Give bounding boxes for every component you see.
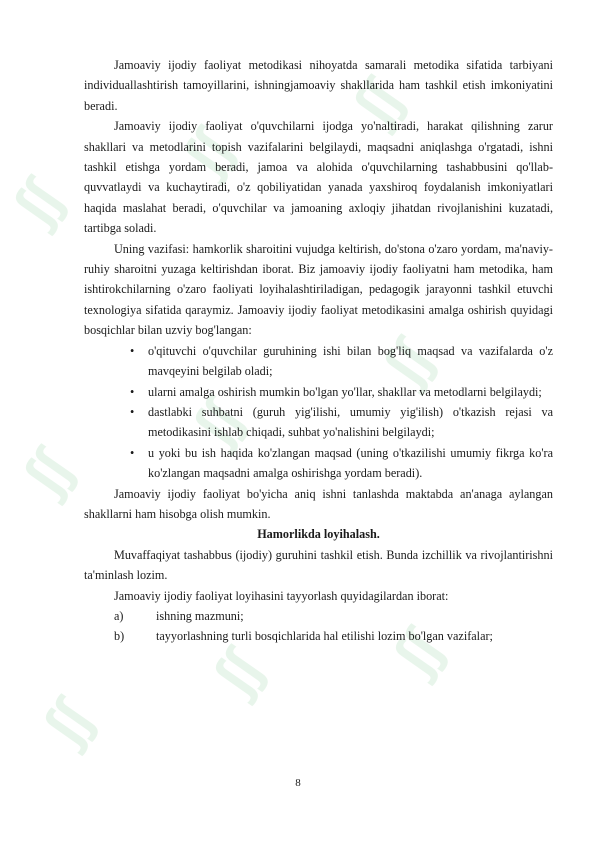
paragraph-4: Jamoaviy ijodiy faoliyat bo'yicha aniq ishni tanlashda maktabda an'anaga aylangan shakllarni ham hisobga olish mumkin. [84,486,553,521]
list-item [84,341,553,382]
watermark-logo: ʃʃ [30,690,104,757]
list-item-text: u yoki bu ish haqida ko'zlangan maqsad (uning o'tkazilishi umumiy fikrga ko'ra ko'zlangan maqsadni amalga oshirishga yordam beradi). [148,445,553,481]
page-number: 8 [295,777,301,789]
list-item [84,382,553,402]
list-item-text: o'qituvchi o'quvchilar guruhining ishi bilan bog'liq maqsad va vazifalarda o'z mavqeyini belgilab oladi; [148,343,553,379]
list-item-text: ularni amalga oshirish mumkin bo'lgan yo'llar, shakllar va metodlarni belgilaydi; [148,384,542,399]
watermark-logo: ʃʃ [370,330,444,397]
list-item-text: dastlabki suhbatni (guruh yig'ilishi, umumiy yig'ilish) o'tkazish rejasi va metodikasini ishlab chiqadi, suhbat yo'nalishini belgilaydi; [148,404,553,440]
watermark-logo: ʃʃ [380,620,454,687]
watermark-logo: ʃʃ [170,120,244,187]
watermark-logo: ʃʃ [200,640,274,707]
paragraph-2: Jamoaviy ijodiy faoliyat o'quvchilarni ijodga yo'naltiradi, harakat qilishning zarur shakllari va metodlarini topish vazifalarini belgilaydi, maqsadni aniqlashga o'rgatadi, ishni tashkil etishga yordam beradi, jamoa va alohida o'quvchilarning tashabbusini qo'llab-quvvatlaydi va kuchaytiradi, o'z qobiliyatidan yanada yaxshiroq foydalanish imkoniyatlari haqida maslahat beradi, o'quvchilar va jamoaning axloqiy jihatdan rivojlanishini kuzatadi, tartibga soladi. [84,119,553,236]
watermark-logo: ʃʃ [340,70,414,137]
list-item [84,402,553,443]
enum-marker: b) [114,629,125,644]
watermark-logo: ʃʃ [180,390,254,457]
enum-item [84,626,553,646]
paragraph-3: Uning vazifasi: hamkorlik sharoitini vujudga keltirish, do'stona o'zaro yordam, ma'naviy-ruhiy sharoitni yuzaga keltirishdan iborat. Biz jamoaviy ijodiy faoliyatni ham metodika, ham ishtirokchilarning o'zaro faoliyati loyihalashtiriladigan, pedagogik jarayonni tashkil etuvchi texnologiya sifatida qaraymiz. Jamoaviy ijodiy faoliyat metodikasini amalga oshirish quyidagi bosqichlar bilan uzviy bog'langan: [84,241,553,338]
enum-item [84,606,553,626]
bullet-icon: • [130,404,135,419]
section-heading: Hamorlikda loyihalash. [257,527,380,542]
bullet-list [84,341,553,484]
enum-marker: a) [114,608,124,623]
enum-text: ishning mazmuni; [156,608,244,623]
watermark-logo: ʃʃ [10,440,84,507]
bullet-icon: • [130,445,135,460]
paragraph-6: Jamoaviy ijodiy faoliyat loyihasini tayyorlash quyidagilardan iborat: [114,588,449,603]
paragraph-1: Jamoaviy ijodiy faoliyat metodikasi nihoyatda samarali metodika sifatida tarbiyani individuallashtirish tamoyillarini, ishningjamoaviy shakllarida ham tashkil etish imkoniyatini beradi. [84,58,553,113]
bullet-icon: • [130,384,135,399]
list-item [84,443,553,484]
watermark-logo: ʃʃ [0,170,74,237]
enum-text: tayyorlashning turli bosqichlarida hal etilishi lozim bo'lgan vazifalar; [156,629,493,644]
document-page [84,55,553,647]
bullet-icon: • [130,343,135,358]
paragraph-5: Muvaffaqiyat tashabbus (ijodiy) guruhini tashkil etish. Bunda izchillik va rivojlantirishni ta'minlash lozim. [84,547,553,583]
